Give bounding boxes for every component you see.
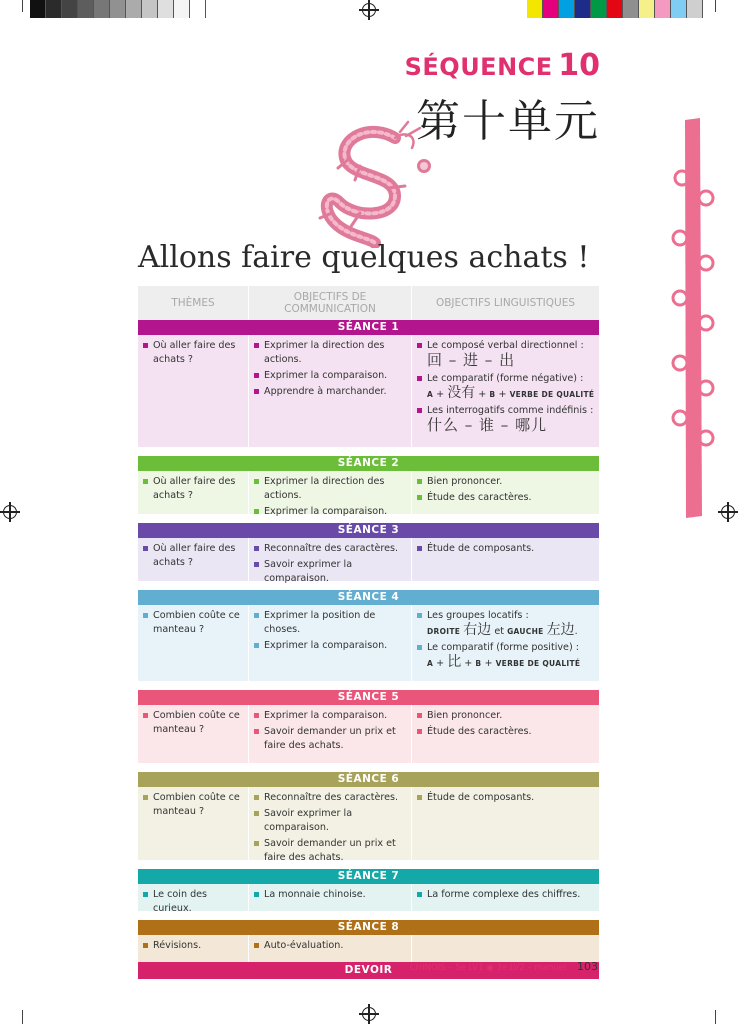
gray-calibration-strip [30,0,206,18]
seance-6-objective: Reconnaître des caractères. [254,791,408,805]
seance-4-objective: Exprimer la position de choses. [254,609,408,637]
footer-dash: – [527,963,532,973]
page-number: 103 [577,960,598,973]
seance-7-linguistic: La forme complexe des chiffres. [417,888,596,902]
chinese-title: 第十单元 [416,96,600,147]
formula-b: B [489,390,496,399]
seance-5-linguistic: Bien prononcer. [417,709,596,723]
crop-mark [715,1010,716,1024]
seance-6-row [138,787,599,863]
decorative-ribbon [668,118,718,518]
chinese-characters: 没有 [447,385,476,401]
footer-subject: CHINOIS [409,963,446,973]
sequence-title [405,48,600,83]
linguistic-text: Le composé verbal directionnel : [427,340,584,351]
crop-mark [715,0,716,12]
seance-6-objective: Savoir demander un prix et faire des achats. [254,837,408,865]
seance-3-row [138,538,599,584]
seance-5-objective: Exprimer la comparaison. [254,709,408,723]
table-header [138,286,599,320]
seance-6-linguistic: Étude de composants. [417,791,596,805]
seance-5-theme: Combien coûte ce manteau ? [143,709,245,737]
formula-verb-quality: VERBE DE QUALITÉ [495,659,581,668]
seance-7-theme: Le coin des curieux. [143,888,245,916]
seance-6-theme: Combien coûte ce manteau ? [143,791,245,819]
footer-level-2: 3e LV2 [496,963,525,973]
seance-5-objective: Savoir demander un prix et faire des achats. [254,725,408,753]
seance-8-band: SÉANCE 8 [138,920,599,935]
programme-table [138,286,599,979]
formula-b: B [475,659,482,668]
seance-2-objective: Exprimer la comparaison. [254,505,408,519]
registration-mark-bottom [362,1007,376,1021]
linguistic-text: Les interrogatifs comme indéfinis : [427,405,594,416]
seance-4-linguistic: Le comparatif (forme positive) : A + 比 + B + VERBE DE QUALITÉ [417,641,596,671]
main-title: Allons faire quelques achats ! [138,240,590,275]
devoir-band: DEVOIR [138,962,599,979]
seance-2-band: SÉANCE 2 [138,456,599,471]
seance-7-objective: La monnaie chinoise. [254,888,408,902]
seance-1-linguistic [417,339,596,370]
column-header-themes: THÈMES [171,297,215,309]
seance-8-row [138,935,599,962]
seance-2-objective: Exprimer la direction des actions. [254,475,408,503]
seance-5-band: SÉANCE 5 [138,690,599,705]
seance-4-objective: Exprimer la comparaison. [254,639,408,653]
seance-4-linguistic: Les groupes locatifs : DROITE 右边 et GAUCHE 左边. [417,609,596,639]
chinese-characters: 回 – 进 – 出 [427,351,516,369]
word-droite: DROITE [427,627,461,636]
color-calibration-strip [527,0,703,18]
column-header-linguistic: OBJECTIFS LINGUISTIQUES [411,286,599,320]
seance-3-theme: Où aller faire des achats ? [143,542,245,570]
chinese-characters: 左边 [546,622,575,638]
dragon-illustration [300,118,440,248]
formula-verb-quality: VERBE DE QUALITÉ [509,390,595,399]
seance-1-linguistic [417,404,596,435]
seance-3-objective: Savoir exprimer la comparaison. [254,558,408,586]
seance-1-theme: Où aller faire des achats ? [143,339,245,367]
chinese-characters: 右边 [463,622,492,638]
seance-2-row [138,471,599,517]
footer-dash: – [448,963,453,973]
seance-8-objective: Auto-évaluation. [254,939,408,953]
seance-4-row [138,605,599,681]
seance-1-objective: Exprimer la direction des actions. [254,339,408,367]
linguistic-text: Le comparatif (forme positive) : [427,642,579,653]
footer-kind: manuel [534,963,567,973]
seance-7-band: SÉANCE 7 [138,869,599,884]
seance-1-band: SÉANCE 1 [138,320,599,335]
seance-1-linguistic: Le comparatif (forme négative) : A + 没有 + B + VERBE DE QUALITÉ [417,372,596,402]
seance-2-theme: Où aller faire des achats ? [143,475,245,503]
chinese-characters: 比 [447,654,462,670]
formula-a: A [427,390,434,399]
seance-1-row [138,335,599,447]
seance-3-linguistic: Étude de composants. [417,542,596,556]
seance-1-objective: Exprimer la comparaison. [254,369,408,383]
seance-6-objective: Savoir exprimer la comparaison. [254,807,408,835]
column-header-objectives: OBJECTIFS DE COMMUNICATION [248,286,411,320]
seance-7-row [138,884,599,914]
seance-1-objective: Apprendre à marchander. [254,385,408,399]
page-footer [410,960,598,973]
footer-level-1: 5e LV1 [455,963,484,973]
seance-2-linguistic: Étude des caractères. [417,491,596,505]
crop-mark [22,1010,23,1024]
chinese-characters: 什么 – 谁 – 哪儿 [427,416,548,434]
seance-4-theme: Combien coûte ce manteau ? [143,609,245,637]
seance-4-band: SÉANCE 4 [138,590,599,605]
registration-mark-left [3,505,17,519]
seance-3-objective: Reconnaître des caractères. [254,542,408,556]
linguistic-text: Le comparatif (forme négative) : [427,373,584,384]
registration-mark-top [362,3,376,17]
seance-5-linguistic: Étude des caractères. [417,725,596,739]
seance-6-band: SÉANCE 6 [138,772,599,787]
linguistic-text: Les groupes locatifs : [427,610,529,621]
footer-level-separator: ◉ [486,963,494,973]
registration-mark-right [721,505,735,519]
seance-2-linguistic: Bien prononcer. [417,475,596,489]
word-gauche: GAUCHE [507,627,544,636]
seance-8-theme: Révisions. [143,939,245,953]
formula-a: A [427,659,434,668]
sequence-label: SÉQUENCE [404,53,553,81]
seance-3-band: SÉANCE 3 [138,523,599,538]
seance-5-row [138,705,599,763]
word-et: et [494,626,505,637]
crop-mark [22,0,23,12]
sequence-number: 10 [558,48,600,83]
